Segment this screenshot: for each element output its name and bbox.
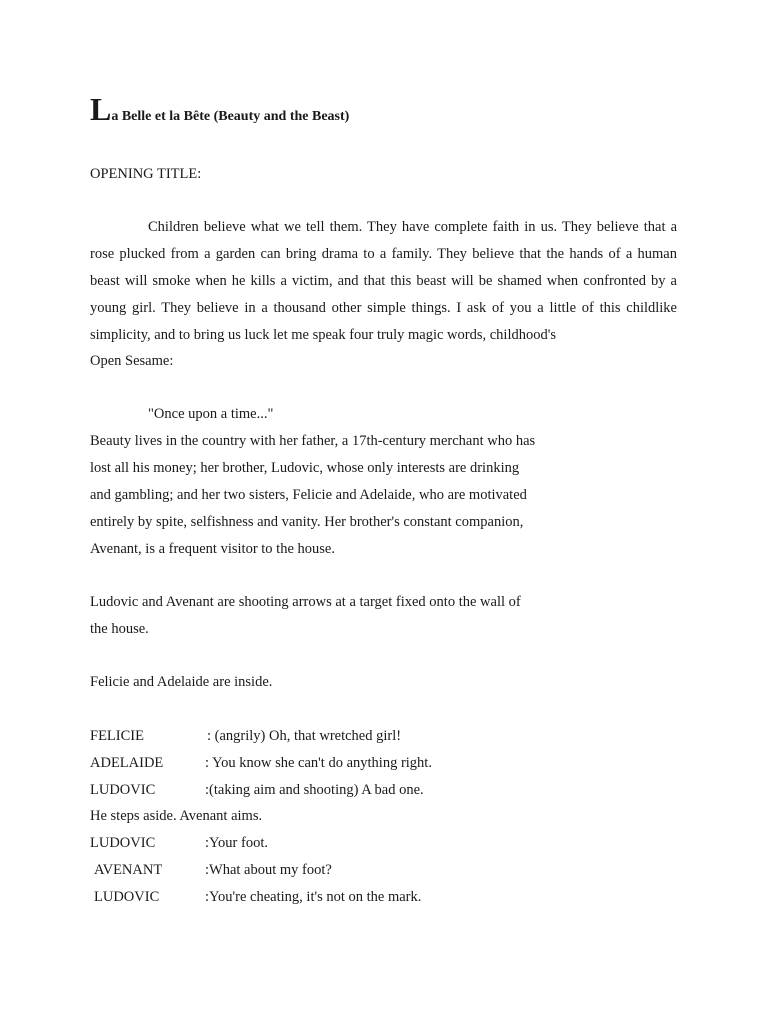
intro-line-4: young girl. They believe in a thousand other simple things. I ask of you a little of this childlike — [90, 300, 677, 316]
beauty-line-5: Avenant, is a frequent visitor to the house. — [90, 541, 335, 557]
page-title — [90, 93, 349, 125]
dialogue-line-ludovic-3: :You're cheating, it's not on the mark. — [205, 889, 422, 905]
intro-line-3: beast will smoke when he kills a victim, and that this beast will be shamed when confronted by a — [90, 273, 677, 289]
beauty-line-3: and gambling; and her two sisters, Felicie and Adelaide, who are motivated — [90, 487, 527, 503]
intro-line-1: Children believe what we tell them. They have complete faith in us. They believe that a — [148, 219, 677, 235]
once-upon-a-time: "Once upon a time..." — [148, 406, 274, 422]
beauty-line-4: entirely by spite, selfishness and vanity. Her brother's constant companion, — [90, 514, 524, 530]
speaker-ludovic-2: LUDOVIC — [90, 835, 156, 851]
arrows-line-1: Ludovic and Avenant are shooting arrows at a target fixed onto the wall of — [90, 594, 521, 610]
beauty-line-2: lost all his money; her brother, Ludovic, whose only interests are drinking — [90, 460, 520, 476]
beauty-line-1: Beauty lives in the country with her father, a 17th-century merchant who has — [90, 433, 536, 449]
speaker-ludovic: LUDOVIC — [90, 782, 156, 798]
dialogue-line-felicie: : (angrily) Oh, that wretched girl! — [207, 728, 402, 744]
inside-line: Felicie and Adelaide are inside. — [90, 674, 273, 690]
dialogue-line-adelaide: : You know she can't do anything right. — [205, 755, 432, 771]
title-text: a Belle et la Bête (Beauty and the Beast) — [111, 109, 350, 124]
intro-line-6: Open Sesame: — [90, 353, 174, 369]
opening-title-label: OPENING TITLE: — [90, 166, 202, 182]
speaker-felicie: FELICIE — [90, 728, 144, 744]
title-dropcap: L — [90, 91, 112, 127]
stage-direction: He steps aside. Avenant aims. — [90, 808, 263, 824]
speaker-avenant: AVENANT — [94, 862, 163, 878]
dialogue-line-ludovic-2: :Your foot. — [205, 835, 268, 851]
arrows-line-2: the house. — [90, 621, 149, 637]
speaker-adelaide: ADELAIDE — [90, 755, 164, 771]
speaker-ludovic-3: LUDOVIC — [94, 889, 160, 905]
dialogue-line-avenant: :What about my foot? — [205, 862, 332, 878]
dialogue-line-ludovic: :(taking aim and shooting) A bad one. — [205, 782, 424, 798]
intro-line-5: simplicity, and to bring us luck let me speak four truly magic words, childhood's — [90, 327, 556, 343]
intro-line-2: rose plucked from a garden can bring drama to a family. They believe that the hands of a human — [90, 246, 677, 262]
